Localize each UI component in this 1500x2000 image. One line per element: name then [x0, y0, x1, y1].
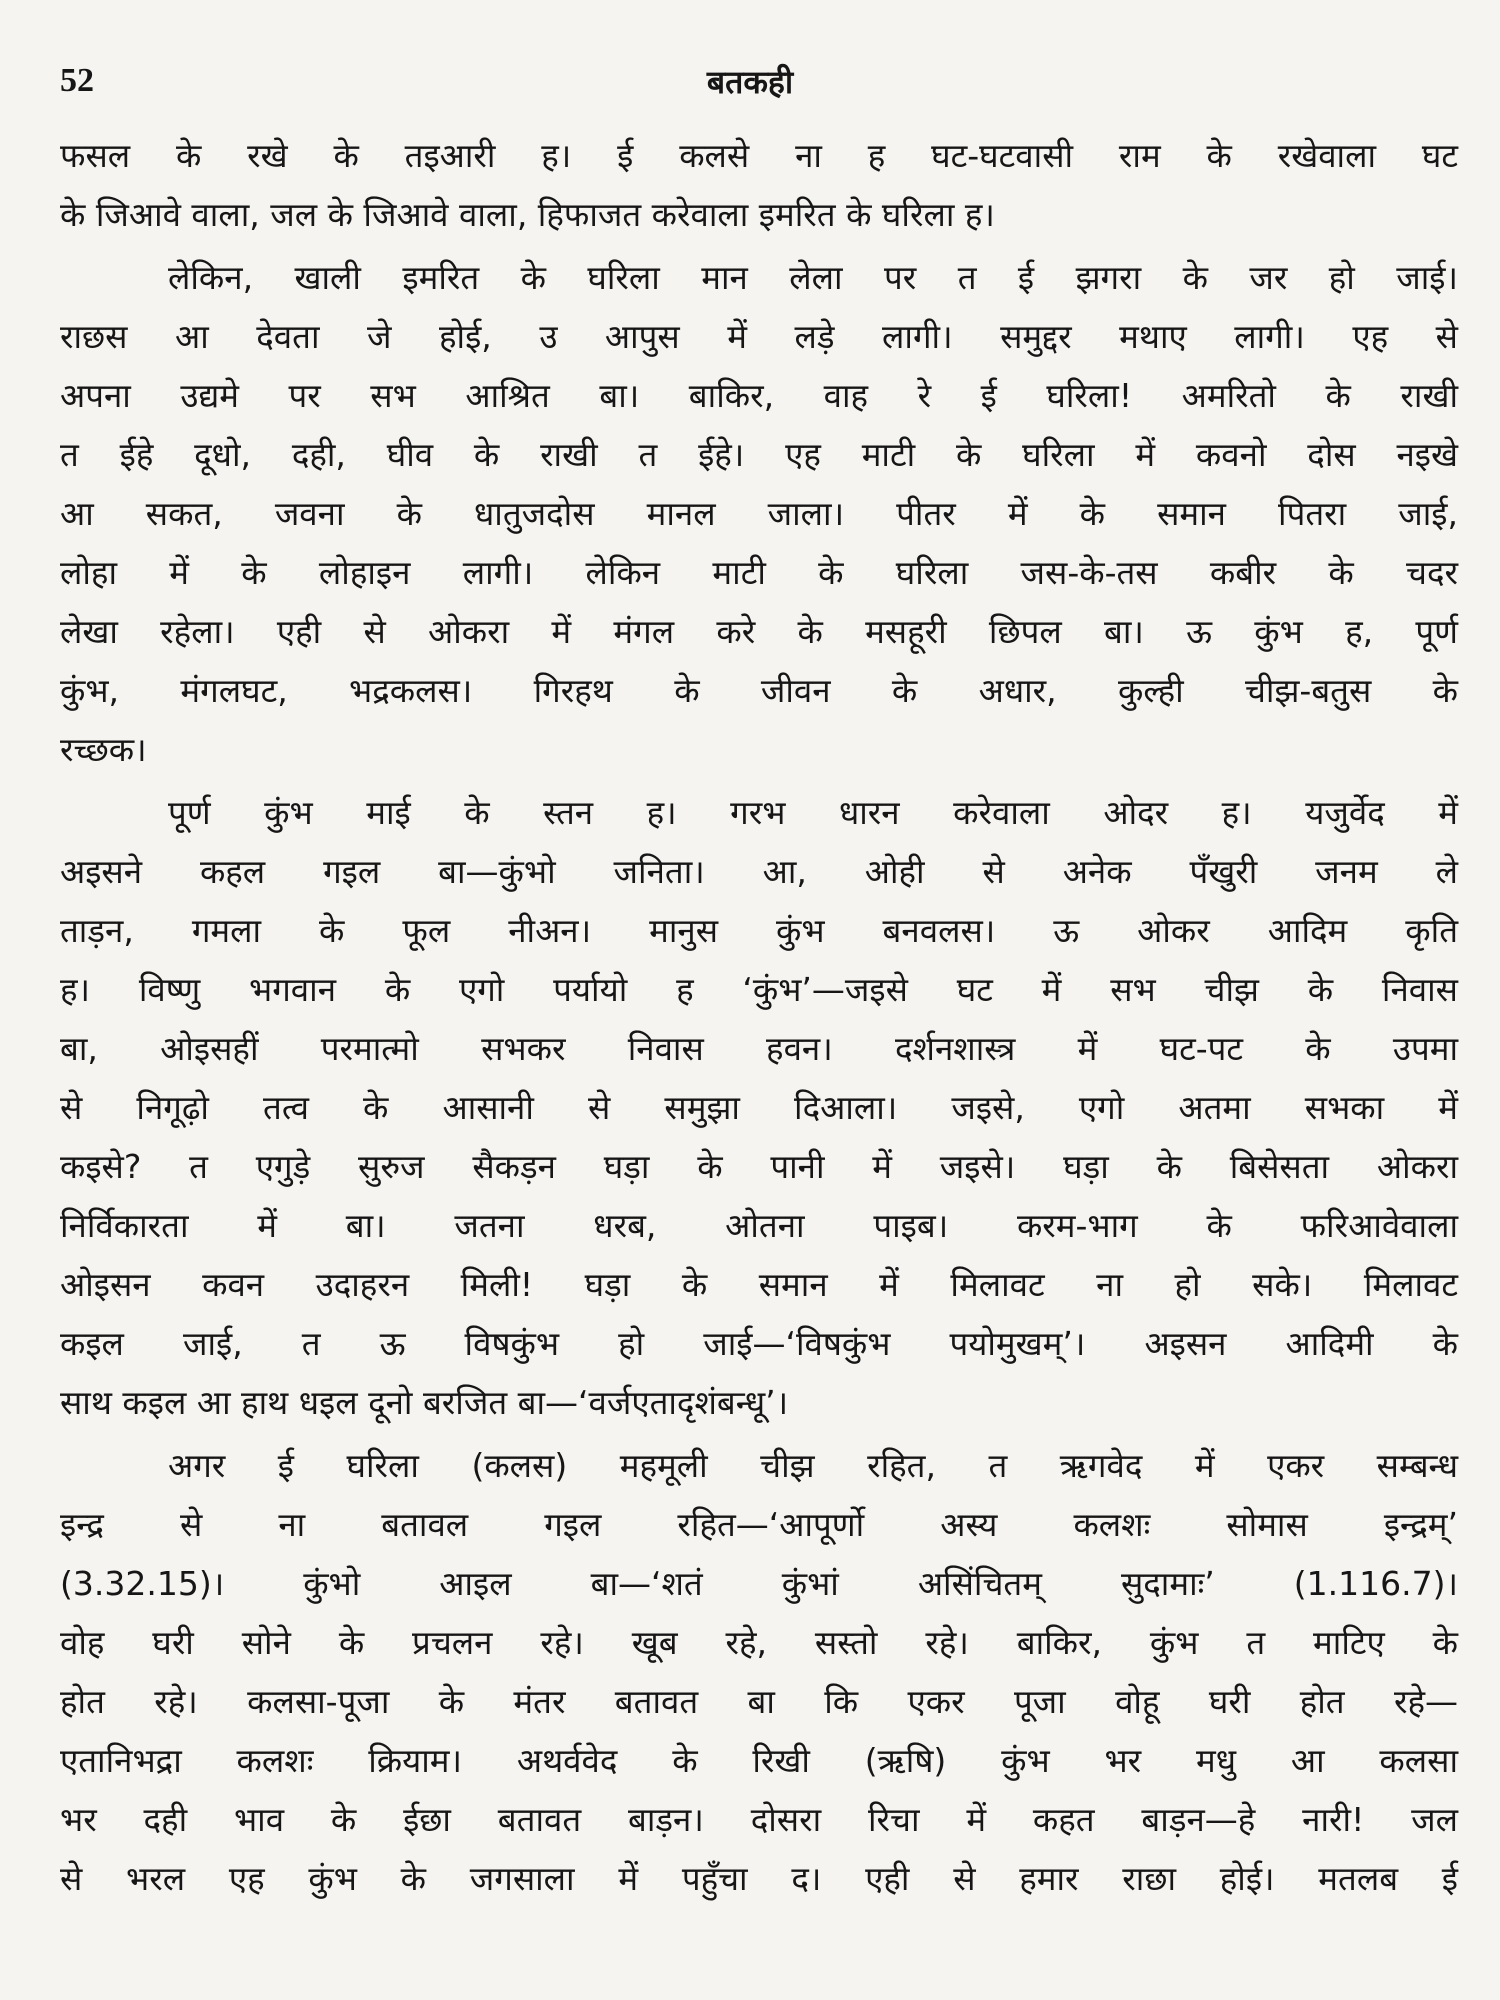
text-line: से निगूढ़ो तत्व के आसानी से समुझा दिआला। जइसे, एगो अतमा सभका में — [60, 1088, 1458, 1127]
text-line: (3.32.15)। कुंभो आइल बा—‘शतं कुंभां असिंचितम् सुदामाः’ (1.116.7)। — [60, 1564, 1458, 1603]
text-line: लेकिन, खाली इमरित के घरिला मान लेला पर त ई झगरा के जर हो जाई। — [168, 258, 1458, 297]
text-line: ह। विष्णु भगवान के एगो पर्यायो ह ‘कुंभ’—जइसे घट में सभ चीझ के निवास — [60, 970, 1458, 1009]
text-line: पूर्ण कुंभ माई के स्तन ह। गरभ धारन करेवाला ओदर ह। यजुर्वेद में — [168, 793, 1458, 832]
text-line: आ सकत, जवना के धातुजदोस मानल जाला। पीतर में के समान पितरा जाई, — [60, 494, 1458, 533]
body-text — [60, 126, 1458, 1912]
text-line: के जिआवे वाला, जल के जिआवे वाला, हिफाजत करेवाला इमरित के घरिला ह। — [60, 195, 995, 234]
text-line: बा, ओइसहीं परमात्मो सभकर निवास हवन। दर्शनशास्त्र में घट-पट के उपमा — [60, 1029, 1458, 1068]
text-line: अइसने कहल गइल बा—कुंभो जनिता। आ, ओही से अनेक पँखुरी जनम ले — [60, 852, 1458, 891]
text-line: लेखा रहेला। एही से ओकरा में मंगल करे के मसहूरी छिपल बा। ऊ कुंभ ह, पूर्ण — [60, 612, 1458, 651]
paragraph — [60, 1436, 1458, 1908]
text-line: निर्विकारता में बा। जतना धरब, ओतना पाइब। करम-भाग के फरिआवेवाला — [60, 1206, 1458, 1245]
text-line: रच्छक। — [60, 730, 147, 769]
text-line: भर दही भाव के ईछा बतावत बाड़न। दोसरा रिचा में कहत बाड़न—हे नारी! जल — [60, 1800, 1458, 1839]
paragraph — [60, 248, 1458, 779]
text-line: लोहा में के लोहाइन लागी। लेकिन माटी के घरिला जस-के-तस कबीर के चदर — [60, 553, 1458, 592]
text-line: कइसे? त एगुड़े सुरुज सैकड़न घड़ा के पानी में जइसे। घड़ा के बिसेसता ओकरा — [60, 1147, 1458, 1186]
running-title: बतकही — [706, 63, 794, 101]
text-line: अगर ई घरिला (कलस) महमूली चीझ रहित, त ऋगवेद में एकर सम्बन्ध — [168, 1446, 1458, 1485]
text-line: एतानिभद्रा कलशः क्रियाम। अथर्ववेद के रिखी (ऋषि) कुंभ भर मधु आ कलसा — [60, 1741, 1458, 1780]
page-number: 52 — [60, 62, 94, 99]
text-line: त ईहे दूधो, दही, घीव के राखी त ईहे। एह माटी के घरिला में कवनो दोस नइखे — [60, 435, 1458, 474]
text-line: राछस आ देवता जे होई, उ आपुस में लड़े लागी। समुद्दर मथाए लागी। एह से — [60, 317, 1458, 356]
text-line: कइल जाई, त ऊ विषकुंभ हो जाई—‘विषकुंभ पयोमुखम्’। अइसन आदिमी के — [60, 1324, 1458, 1363]
text-line: वोह घरी सोने के प्रचलन रहे। खूब रहे, सस्तो रहे। बाकिर, कुंभ त माटिए के — [60, 1623, 1458, 1662]
paragraph — [60, 126, 1458, 244]
text-line: ओइसन कवन उदाहरन मिली! घड़ा के समान में मिलावट ना हो सके। मिलावट — [60, 1265, 1458, 1304]
text-line: अपना उद्यमे पर सभ आश्रित बा। बाकिर, वाह रे ई घरिला! अमरितो के राखी — [60, 376, 1458, 415]
text-line: इन्द्र से ना बतावल गइल रहित—‘आपूर्णो अस्य कलशः सोमास इन्द्रम्’ — [60, 1505, 1458, 1544]
text-line: से भरल एह कुंभ के जगसाला में पहुँचा द। एही से हमार राछा होई। मतलब ई — [60, 1859, 1458, 1898]
text-line: होत रहे। कलसा-पूजा के मंतर बतावत बा कि एकर पूजा वोहू घरी होत रहे— — [60, 1682, 1458, 1721]
text-line: फसल के रखे के तइआरी ह। ई कलसे ना ह घट-घटवासी राम के रखेवाला घट — [60, 136, 1458, 175]
text-line: साथ कइल आ हाथ धइल दूनो बरजित बा—‘वर्जएतादृशंबन्धू’। — [60, 1383, 789, 1422]
text-line: कुंभ, मंगलघट, भद्रकलस। गिरहथ के जीवन के अधार, कुल्ही चीझ-बतुस के — [60, 671, 1458, 710]
paragraph — [60, 783, 1458, 1432]
text-line: ताड़न, गमला के फूल नीअन। मानुस कुंभ बनवलस। ऊ ओकर आदिम कृति — [60, 911, 1458, 950]
